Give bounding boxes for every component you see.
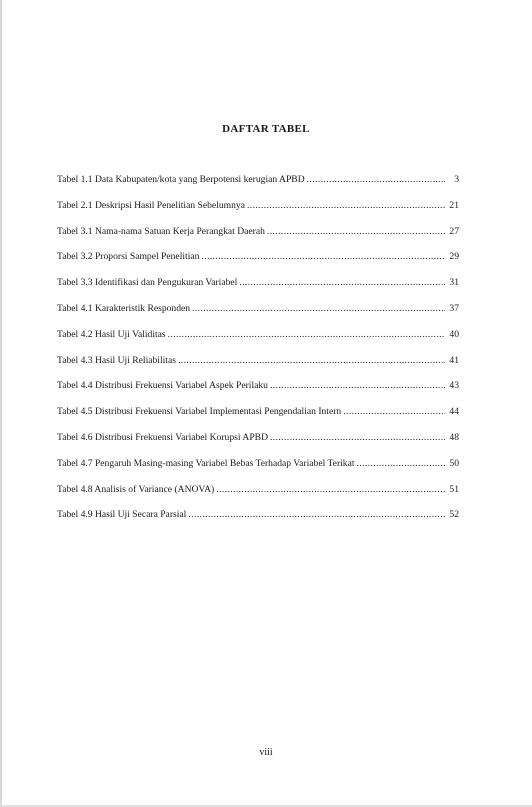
toc-entry	[57, 251, 459, 277]
toc-entry-page: 41	[449, 354, 459, 366]
toc-entry-page: 27	[449, 225, 459, 237]
toc-entry-page: 50	[449, 457, 459, 469]
toc-entry-page: 51	[449, 483, 459, 495]
toc-entry-page: 52	[449, 509, 459, 521]
toc-entry	[57, 174, 459, 200]
toc-dot-leader	[168, 329, 445, 340]
toc-entry-label: Tabel 4.5 Distribusi Frekuensi Variabel Implementasi Pengendalian Intern	[57, 406, 342, 418]
toc-entry-label: Tabel 3.2 Proporsi Sampel Penelitian	[57, 251, 200, 263]
toc-dot-leader	[178, 355, 445, 366]
toc-entry	[57, 277, 459, 303]
toc-entry	[57, 226, 459, 252]
toc-entry	[57, 406, 459, 432]
toc-dot-leader	[239, 277, 445, 288]
toc-entry-page: 43	[449, 380, 459, 392]
toc-dot-leader	[188, 509, 445, 520]
toc-entry-label: Tabel 4.7 Pengaruh Masing-masing Variabel Bebas Terhadap Variabel Terikat	[57, 457, 355, 469]
toc-entry-label: Tabel 3.1 Nama-nama Satuan Kerja Perangkat Daerah	[57, 225, 265, 237]
page-edge	[0, 0, 2, 807]
toc-dot-leader	[270, 380, 445, 391]
toc-entry	[57, 303, 459, 329]
page-number: viii	[259, 747, 273, 758]
toc-entry-page: 44	[449, 406, 459, 418]
toc-entry-page: 37	[449, 302, 459, 314]
toc-dot-leader	[270, 432, 445, 443]
toc-entry	[57, 380, 459, 406]
toc-entry	[57, 329, 459, 355]
toc-entry	[57, 432, 459, 458]
toc-dot-leader	[307, 174, 445, 185]
toc-entry-label: Tabel 3.3 Identifikasi dan Pengukuran Variabel	[57, 277, 238, 289]
toc-entry	[57, 200, 459, 226]
table-of-contents-list	[57, 174, 459, 535]
toc-entry-page: 48	[449, 431, 459, 443]
toc-entry-page: 3	[454, 174, 459, 185]
toc-entry-page: 21	[449, 199, 459, 211]
toc-entry-label: Tabel 4.1 Karakteristik Responden	[57, 302, 191, 314]
toc-entry	[57, 509, 459, 535]
toc-entry-label: Tabel 2.1 Deskripsi Hasil Penelitian Sebelumnya	[57, 199, 245, 211]
toc-dot-leader	[267, 226, 445, 237]
toc-entry-label: Tabel 4.2 Hasil Uji Validitas	[57, 328, 166, 340]
toc-dot-leader	[357, 458, 445, 469]
toc-entry-label: Tabel 4.8 Analisis of Variance (ANOVA)	[57, 483, 215, 495]
toc-dot-leader	[201, 251, 445, 262]
toc-dot-leader	[247, 200, 445, 211]
toc-dot-leader	[192, 303, 445, 314]
toc-entry-page: 40	[449, 328, 459, 340]
toc-entry-page: 31	[449, 277, 459, 289]
toc-entry-label: Tabel 4.9 Hasil Uji Secara Parsial	[57, 509, 187, 521]
toc-entry	[57, 355, 459, 381]
toc-dot-leader	[343, 406, 445, 417]
toc-entry-label: Tabel 4.4 Distribusi Frekuensi Variabel Aspek Perilaku	[57, 380, 268, 392]
toc-entry-label: Tabel 4.3 Hasil Uji Reliabilitas	[57, 354, 176, 366]
page-title: DAFTAR TABEL	[222, 123, 310, 135]
toc-dot-leader	[216, 484, 445, 495]
toc-entry-page: 29	[449, 251, 459, 263]
toc-entry-label: Tabel 1.1 Data Kabupaten/kota yang Berpotensi kerugian APBD	[57, 174, 305, 185]
toc-entry	[57, 458, 459, 484]
toc-entry-label: Tabel 4.6 Distribusi Frekuensi Variabel Korupsi APBD	[57, 431, 268, 443]
toc-entry	[57, 484, 459, 510]
